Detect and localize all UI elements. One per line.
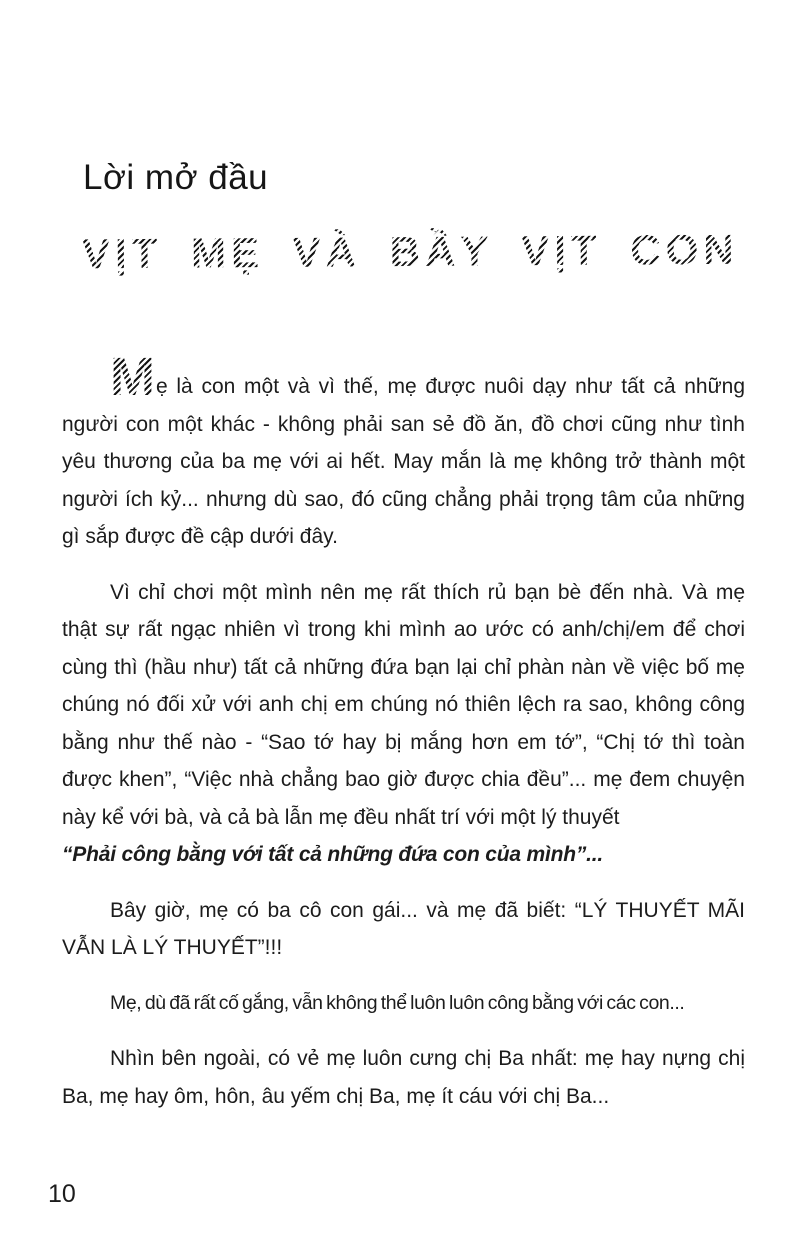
paragraph-1 xyxy=(62,347,745,556)
paragraph-3: Bây giờ, mẹ có ba cô con gái... và mẹ đã biết: “LÝ THUYẾT MÃI VẪN LÀ LÝ THUYẾT”!!! xyxy=(62,898,745,959)
body-text xyxy=(62,347,745,1115)
page-number: 10 xyxy=(48,1180,76,1208)
paragraph-5: Nhìn bên ngoài, có vẻ mẹ luôn cưng chị Ba nhất: mẹ hay nựng chị Ba, mẹ hay ôm, hôn, âu yếm chị Ba, mẹ ít cáu với chị Ba... xyxy=(62,1047,745,1108)
paragraph-2 xyxy=(62,574,745,874)
paragraph-4: Mẹ, dù đã rất cố gắng, vẫn không thể luôn luôn công bằng với các con... xyxy=(110,991,685,1014)
dropcap-letter: M xyxy=(110,347,156,407)
paragraph-1-text: ẹ là con một và vì thế, mẹ được nuôi dạy như tất cả những người con một khác - không phải san sẻ đồ ăn, đồ chơi cũng như tình yêu thương của ba mẹ với ai hết. May mắn là mẹ không trở thành một người ích kỷ... nhưng dù sao, đó cũng chẳng phải trọng tâm của những gì sắp được đề cập dưới đây. xyxy=(62,375,745,548)
paragraph-2-text: Vì chỉ chơi một mình nên mẹ rất thích rủ bạn bè đến nhà. Và mẹ thật sự rất ngạc nhiên vì trong khi mình ao ước có anh/chị/em để chơi cùng thì (hầu như) tất cả những đứa bạn lại chỉ phàn nàn về việc bố mẹ chúng nó đối xử với anh chị em chúng nó thiên lệch ra sao, không công bằng như thế nào - “Sao tớ hay bị mắng hơn em tớ”, “Chị tớ thì toàn được khen”, “Việc nhà chẳng bao giờ được chia đều”... mẹ đem chuyện này kể với bà, và cả bà lẫn mẹ đều nhất trí với một lý thuyết xyxy=(62,580,745,829)
theory-quote: “Phải công bằng với tất cả những đứa con của mình”... xyxy=(62,843,604,866)
chapter-title: VỊT MẸ VÀ BẦY VỊT CON xyxy=(82,226,745,279)
section-heading: Lời mở đầu xyxy=(83,158,269,197)
